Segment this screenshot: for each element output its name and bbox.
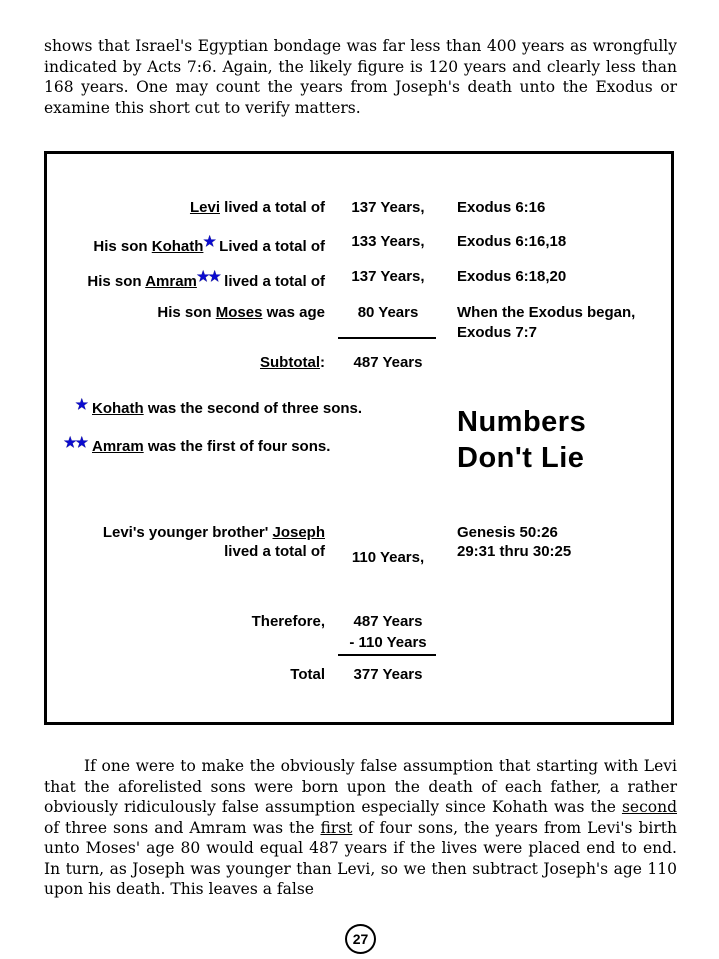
row-amram-label (47, 267, 325, 291)
row-levi-label-text: lived a total of (219, 199, 325, 216)
star-icon: ★ (203, 233, 215, 249)
double-star-icon: ★★ (196, 268, 220, 284)
name-joseph: Joseph (272, 524, 325, 541)
row-amram-label-text: lived a total of (219, 273, 325, 290)
row-levi-years: 137 Years, (351, 199, 425, 216)
joseph-prefix: Levi's younger brother' (102, 524, 273, 541)
row-kohath-label-text: Lived a total of (214, 238, 325, 255)
row-moses-label (47, 303, 325, 322)
joseph-years: 110 Years, (351, 549, 425, 566)
row-moses-prefix: His son (157, 304, 216, 321)
subtotal-word: Subtotal (260, 354, 320, 371)
footnote-amram (92, 437, 330, 456)
row-moses-years: 80 Years (357, 304, 419, 321)
total-rule (338, 654, 436, 656)
joseph-label-line2: lived a total of (224, 543, 325, 560)
name-levi: Levi (189, 199, 220, 216)
calculation-box (44, 151, 674, 725)
total-value: 377 Years (353, 666, 423, 683)
footnote-amram-name: Amram (92, 438, 144, 455)
row-levi-label (47, 198, 325, 217)
footnote-amram-text: was the first of four sons. (143, 438, 331, 455)
row-moses-reference-line2: Exodus 7:7 (457, 324, 538, 341)
joseph-reference-line1: Genesis 50:26 (457, 524, 558, 541)
page-number: 27 (352, 931, 369, 947)
footnote-kohath (92, 399, 362, 418)
subtotal-rule (338, 337, 436, 339)
footnote-kohath-text: was the second of three sons. (143, 400, 363, 417)
therefore-label: Therefore, (251, 613, 325, 630)
row-kohath-prefix: His son (93, 238, 152, 255)
slogan (457, 404, 586, 476)
bottom-paragraph-underlined-second: second (621, 798, 677, 816)
calc-minuend: 487 Years (353, 613, 423, 630)
joseph-label-line1 (47, 523, 325, 542)
row-moses-reference-line1: When the Exodus began, (457, 304, 636, 321)
row-amram-reference: Exodus 6:18,20 (457, 268, 567, 285)
row-amram-prefix: His son (87, 273, 146, 290)
joseph-reference-line2: 29:31 thru 30:25 (457, 543, 572, 560)
top-paragraph: shows that Israel's Egyptian bondage was far less than 400 years as wrongfully indicated by Acts 7:6. Again, the likely figure is 120 years and clearly less than 168 years. One may count the years from Joseph's death unto the Exodus or examine this short cut to verify matters. (44, 37, 677, 117)
bottom-paragraph-seg1: If one were to make the obviously false assumption that starting with Levi that the aforelisted sons were born upon the death of each father, a rather obviously ridiculously false assumption especially since Kohath was the (44, 757, 677, 816)
name-amram: Amram (145, 273, 197, 290)
footnote-star-icon: ★ (75, 396, 87, 412)
row-kohath-reference: Exodus 6:16,18 (457, 233, 567, 250)
row-kohath-years: 133 Years, (351, 233, 425, 250)
row-kohath-label (47, 232, 325, 256)
total-label: Total (290, 666, 325, 683)
bottom-paragraph-underlined-first: first (320, 818, 353, 837)
name-kohath: Kohath (151, 238, 204, 255)
row-amram-years: 137 Years, (351, 268, 425, 285)
subtotal-value: 487 Years (353, 354, 423, 371)
bottom-paragraph-seg5: of four sons, the years from Levi's birth unto Moses' age 80 would equal 487 years if the lives were placed end to end. In turn, as Joseph was younger than Levi, so we then subtract Joseph's age 110 upon his death. This leaves a false (44, 818, 678, 898)
row-moses-label-text: was age (262, 304, 325, 321)
name-moses: Moses (215, 304, 263, 321)
subtotal-label (47, 353, 325, 372)
footnote-kohath-name: Kohath (92, 400, 144, 417)
page-number-badge (345, 924, 376, 954)
subtotal-colon: : (320, 354, 325, 371)
slogan-line2: Don't Lie (457, 442, 585, 474)
bottom-paragraph (44, 756, 677, 900)
slogan-line1: Numbers (457, 406, 587, 438)
row-levi-reference: Exodus 6:16 (457, 199, 546, 216)
footnote-double-star-icon: ★★ (63, 434, 87, 450)
calc-subtrahend: - 110 Years (349, 634, 427, 651)
bottom-paragraph-seg3: of three sons and Amram was the (44, 818, 321, 837)
